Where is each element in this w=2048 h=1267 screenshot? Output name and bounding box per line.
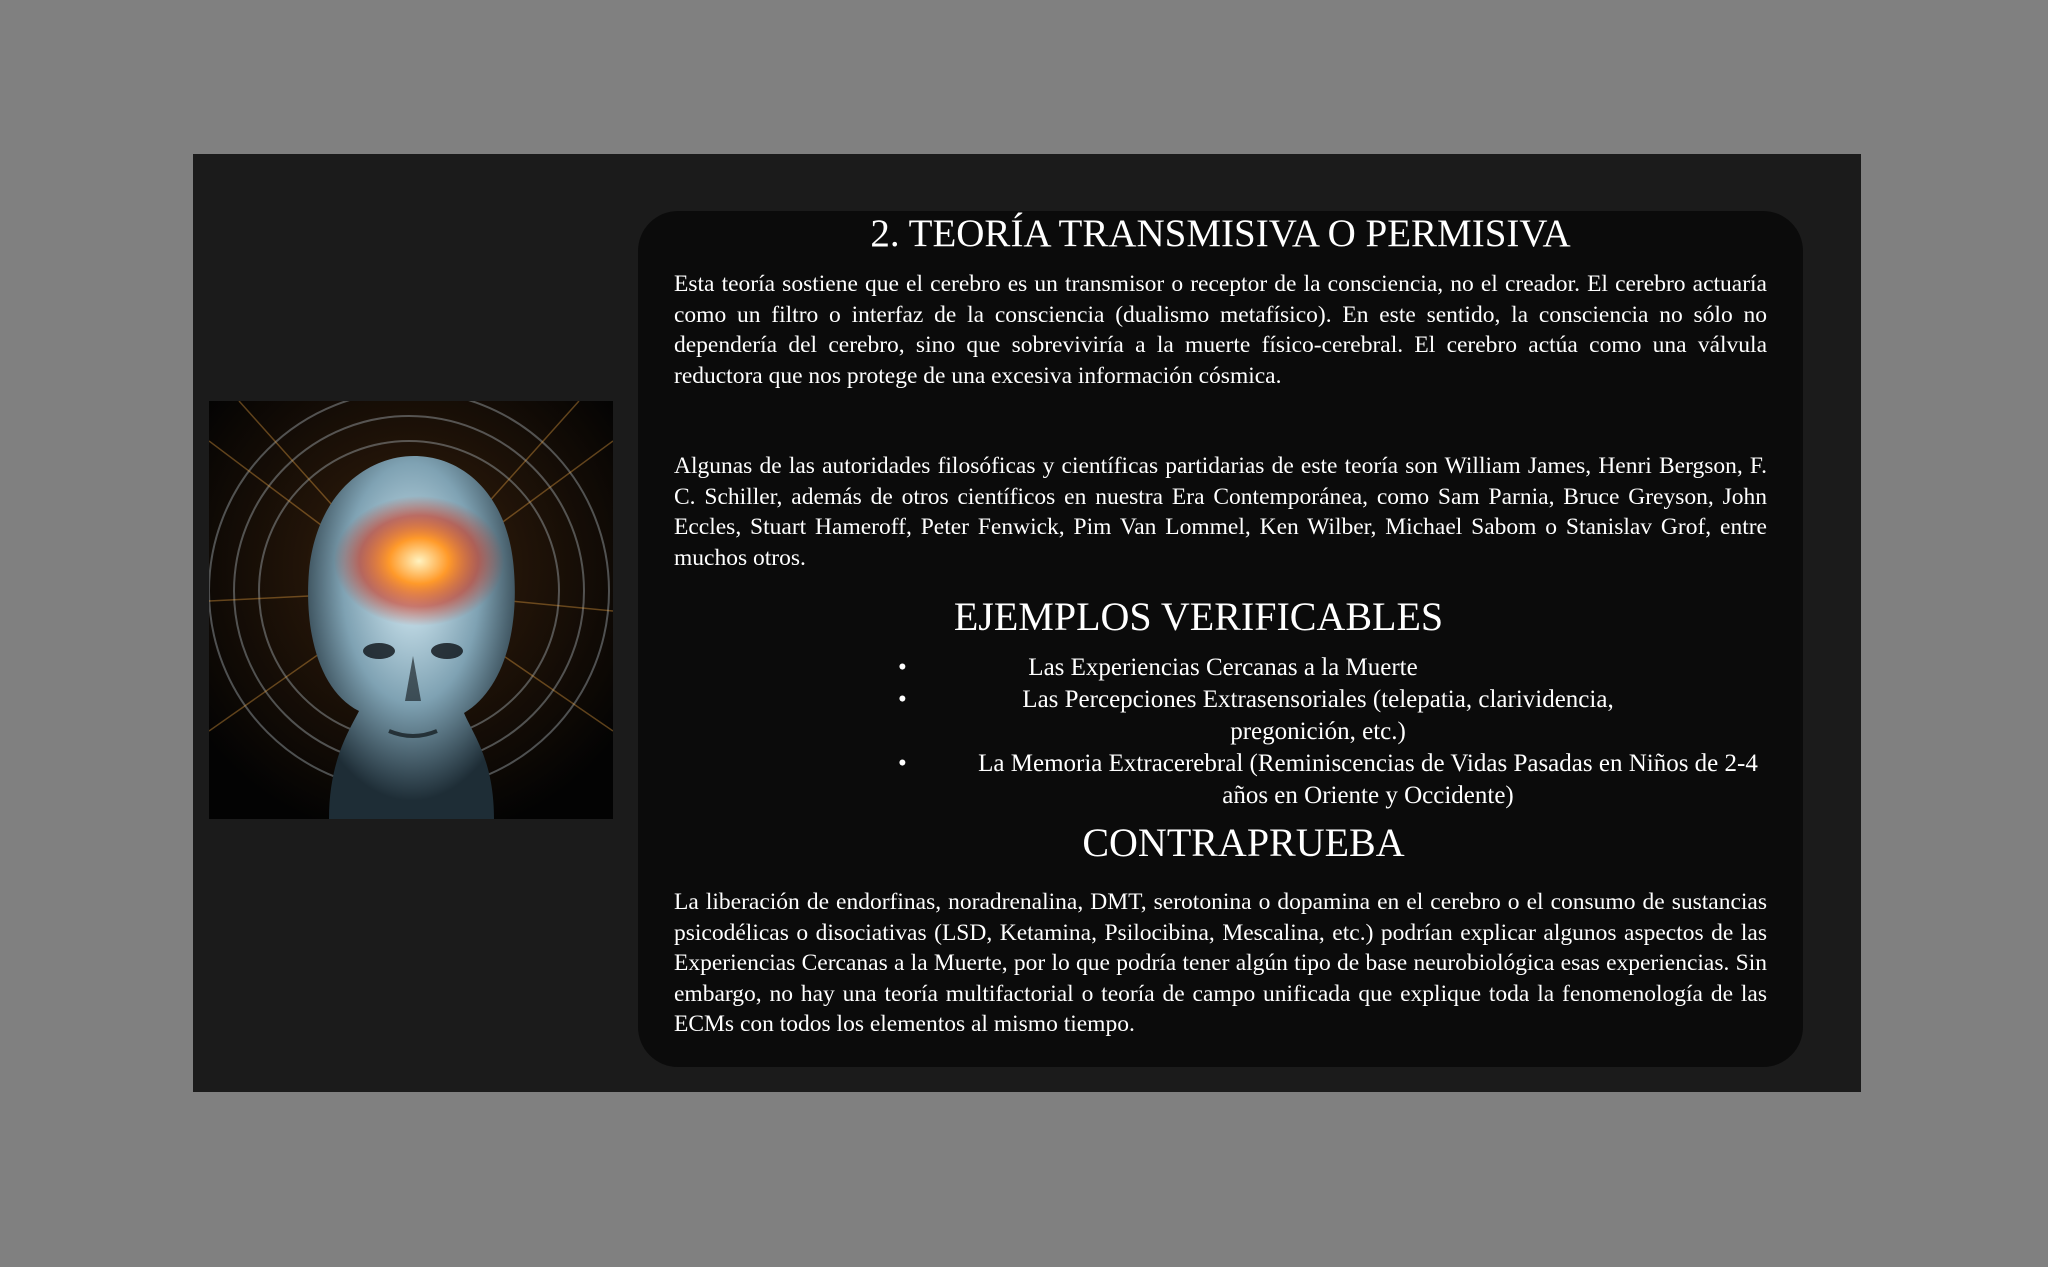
examples-list bbox=[638, 652, 1803, 812]
theory-description-paragraph: Esta teoría sostiene que el cerebro es un transmisor o receptor de la consciencia, no el creador. El cerebro actuaría como un filtro o interfaz de la consciencia (dualismo metafísico). En este sentido, la consciencia no sólo no dependería del cerebro, sino que sobreviviría a la muerte físico-cerebral. El cerebro actúa como una válvula reductora que nos protege de una excesiva información cósmica. bbox=[674, 271, 1767, 389]
list-item bbox=[638, 684, 1803, 748]
section-title: 2. TEORÍA TRANSMISIVA O PERMISIVA bbox=[870, 212, 1571, 255]
counterproof-paragraph: La liberación de endorfinas, noradrenalina, DMT, serotonina o dopamina en el cerebro o el consumo de sustancias psicodélicas o disociativas (LSD, Ketamina, Psilocibina, Mescalina, etc.) podrían explicar algunos aspectos de las Experiencias Cercanas a la Muerte, por lo que podría tener algún tipo de base neurobiológica esas experiencias. Sin embargo, no hay una teoría multifactorial o teoría de campo unificada que explique toda la fenomenología de las ECMs con todos los elementos al mismo tiempo. bbox=[674, 889, 1767, 1037]
authorities-paragraph: Algunas de las autoridades filosóficas y científicas partidarias de este teoría son William James, Henri Bergson, F. C. Schiller, además de otros científicos en nuestra Era Contemporánea, como Sam Parnia, Bruce Greyson, John Eccles, Stuart Hameroff, Peter Fenwick, Pim Van Lommel, Ken Wilber, Michael Sabom o Stanislav Grof, entre muchos otros. bbox=[674, 453, 1767, 571]
content-panel bbox=[638, 211, 1803, 1067]
head-illustration bbox=[209, 401, 613, 819]
bullet-icon: • bbox=[898, 750, 907, 777]
list-item-text: La Memoria Extracerebral (Reminiscencias de Vidas Pasadas en Niños de 2-4 años en Oriente y Occidente) bbox=[978, 750, 1758, 809]
bullet-icon: • bbox=[898, 686, 907, 713]
list-item bbox=[638, 652, 1803, 684]
list-item-text: Las Experiencias Cercanas a la Muerte bbox=[1028, 654, 1418, 681]
examples-heading: EJEMPLOS VERIFICABLES bbox=[953, 594, 1444, 639]
bullet-icon: • bbox=[898, 654, 907, 681]
slide bbox=[193, 154, 1861, 1092]
list-item bbox=[638, 748, 1803, 812]
counterproof-heading: CONTRAPRUEBA bbox=[1082, 820, 1405, 865]
brain-head-image bbox=[209, 401, 613, 819]
list-item-text: Las Percepciones Extrasensoriales (telepatia, clarividencia, pregonición, etc.) bbox=[1022, 686, 1614, 745]
